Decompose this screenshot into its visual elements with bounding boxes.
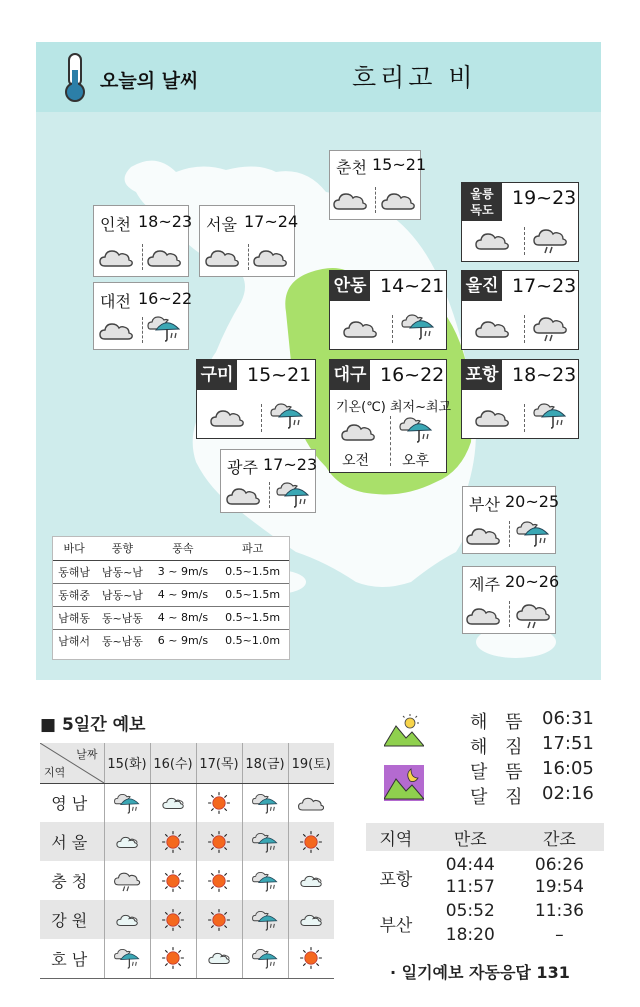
sun-icon <box>205 868 233 894</box>
cloud-icon <box>225 480 261 510</box>
cloud-icon <box>297 790 325 816</box>
sun-icon <box>205 790 233 816</box>
sea-cell: 동~남동 <box>101 611 143 625</box>
divider <box>524 404 525 432</box>
city-temp: 15~21 <box>247 364 312 386</box>
cloud-icon <box>252 242 288 272</box>
sea-row <box>53 606 289 629</box>
city-temp: 17~23 <box>512 275 577 297</box>
cloud-sun-icon <box>297 907 325 933</box>
forecast-region: 강원 <box>40 900 104 939</box>
forecast-corner <box>40 743 104 783</box>
cloud-sun-icon <box>159 790 187 816</box>
sea-cell: 3 ~ 9m/s <box>157 565 209 578</box>
tide-low: – <box>555 925 564 945</box>
cloud-rain-icon <box>515 600 551 630</box>
sun-icon <box>159 907 187 933</box>
tide-high: 04:44 <box>445 855 495 875</box>
divider <box>142 244 143 270</box>
cloud-icon <box>340 416 376 446</box>
cloud-sun-icon <box>113 829 141 855</box>
cloud-icon <box>474 402 510 432</box>
sea-cell: 4 ~ 9m/s <box>157 588 209 601</box>
forecast-region: 영남 <box>51 794 93 814</box>
forecast-day: 19(토) <box>288 743 334 783</box>
umbrella-rain-icon <box>275 479 311 509</box>
city-temp: 20~25 <box>505 492 560 511</box>
sea-conditions-table <box>52 536 290 660</box>
umbrella-rain-icon <box>251 829 279 855</box>
city-temp: 16~22 <box>380 364 445 386</box>
umbrella-rain-icon <box>515 518 551 548</box>
city-name: 제주 <box>469 575 500 594</box>
sun-icon <box>159 868 187 894</box>
sea-header: 바다 <box>63 542 85 556</box>
cloud-sun-icon <box>205 945 233 971</box>
cloud-icon <box>98 242 134 272</box>
sea-row <box>53 629 289 652</box>
sunrise-time: 06:31 <box>542 708 594 729</box>
sea-cell: 동~남동 <box>101 634 143 648</box>
forecast-row <box>40 783 334 822</box>
divider <box>248 244 249 270</box>
forecast-row <box>40 822 334 861</box>
umbrella-rain-icon <box>113 790 141 816</box>
sea-header: 파고 <box>242 542 264 556</box>
city-name: 울릉 독도 <box>462 183 502 221</box>
city-temp: 20~26 <box>505 572 560 591</box>
sea-cell: 남동~남 <box>101 588 143 602</box>
city-name: 광주 <box>227 458 258 477</box>
map-title: 오늘의 날씨 <box>100 70 199 92</box>
tide-row <box>366 851 604 875</box>
forecast-row <box>40 900 334 939</box>
tide-low: 19:54 <box>534 877 584 897</box>
corner-date-label: 날짜 <box>76 748 98 761</box>
cloud-sun-icon <box>297 868 325 894</box>
city-name: 대전 <box>100 292 131 311</box>
cloud-icon <box>209 402 245 432</box>
city-card-pohang <box>461 359 579 439</box>
moonset-label: 달 짐 <box>470 787 529 808</box>
cloud-icon <box>342 313 378 343</box>
tide-high: 11:57 <box>445 877 495 897</box>
sun-icon <box>159 829 187 855</box>
forecast-hotline-note: · 일기예보 자동응답 131 <box>390 963 570 982</box>
cloud-icon <box>474 313 510 343</box>
city-temp: 17~24 <box>244 212 299 231</box>
sea-header-row <box>53 537 289 560</box>
tide-header: 간조 <box>515 823 604 851</box>
city-name: 인천 <box>100 215 131 234</box>
tide-header-row <box>366 823 604 851</box>
sun-icon <box>205 829 233 855</box>
umbrella-rain-icon <box>113 945 141 971</box>
tide-region: 부산 <box>379 915 413 936</box>
forecast-day: 15(화) <box>104 743 150 783</box>
divider <box>375 187 376 213</box>
sea-row <box>53 583 289 606</box>
city-card-andong <box>329 270 447 350</box>
city-card-busan <box>462 486 560 554</box>
sunrise-sunset-icon <box>384 712 424 748</box>
city-temp: 19~23 <box>512 187 577 209</box>
sunset-time: 17:51 <box>542 733 594 754</box>
cloud-icon <box>98 315 134 345</box>
umbrella-rain-icon <box>251 790 279 816</box>
city-name: 대구 <box>330 360 370 390</box>
sun-icon <box>297 829 325 855</box>
sun-icon <box>205 907 233 933</box>
divider <box>390 416 391 466</box>
tide-high: 18:20 <box>445 925 495 945</box>
cloud-icon <box>465 600 501 630</box>
city-card-gumi <box>196 359 316 439</box>
weather-summary: 흐리고 비 <box>352 63 477 92</box>
forecast-row <box>40 939 334 978</box>
umbrella-rain-icon <box>251 868 279 894</box>
umbrella-rain-icon <box>251 945 279 971</box>
cloud-icon <box>474 225 510 255</box>
forecast-table <box>40 743 334 979</box>
forecast-header-row <box>40 743 334 783</box>
legend-am: 오전 <box>342 453 370 469</box>
tide-header: 지역 <box>366 823 426 851</box>
corner-region-label: 지역 <box>44 765 66 779</box>
sea-cell: 0.5~1.5m <box>225 611 281 624</box>
tide-header: 만조 <box>426 823 515 851</box>
city-name: 포항 <box>462 360 502 390</box>
tide-row <box>366 899 604 923</box>
sea-cell: 0.5~1.0m <box>225 634 281 648</box>
moonrise-moonset-icon <box>384 765 424 801</box>
cloud-rain-icon <box>113 868 141 894</box>
forecast-region: 서울 <box>40 822 104 861</box>
forecast-region: 충청 <box>51 872 93 891</box>
sea-cell: 남해서 <box>58 634 91 648</box>
sea-cell: 동해중 <box>58 588 91 602</box>
umbrella-rain-icon <box>532 400 568 430</box>
city-temp: 18~23 <box>138 212 193 231</box>
city-card-ulleung-dokdo <box>461 182 579 262</box>
city-temp: 18~23 <box>512 364 577 386</box>
sea-cell: 남해동 <box>58 611 91 625</box>
moonrise-label: 달 뜸 <box>470 762 529 783</box>
cloud-icon <box>465 520 501 550</box>
cloud-icon <box>204 242 240 272</box>
city-card-chuncheon <box>329 150 427 220</box>
sun-icon <box>297 945 325 971</box>
city-temp: 17~23 <box>263 455 318 474</box>
umbrella-rain-icon <box>251 907 279 933</box>
umbrella-rain-icon <box>146 313 182 343</box>
sea-cell: 0.5~1.5m <box>225 588 281 601</box>
city-name: 구미 <box>197 360 237 390</box>
umbrella-rain-icon <box>398 414 434 444</box>
forecast-region: 호남 <box>40 939 104 978</box>
city-card-daejeon <box>93 282 193 350</box>
sea-header: 풍향 <box>111 542 134 556</box>
sunset-label: 해 짐 <box>470 737 529 758</box>
sea-cell: 0.5~1.5m <box>225 565 281 578</box>
divider <box>142 317 143 343</box>
moonrise-time: 16:05 <box>542 758 594 779</box>
city-card-daegu <box>329 359 452 473</box>
umbrella-rain-icon <box>400 311 436 341</box>
city-name: 서울 <box>206 215 237 234</box>
tide-region: 포항 <box>379 869 413 890</box>
forecast-day: 18(금) <box>242 743 288 783</box>
divider <box>524 227 525 255</box>
city-card-seoul <box>199 205 299 277</box>
moonset-time: 02:16 <box>542 783 594 804</box>
city-name: 안동 <box>330 271 370 301</box>
cloud-sun-icon <box>113 907 141 933</box>
weather-map <box>36 42 601 680</box>
forecast-day: 17(목) <box>196 743 242 783</box>
city-card-uljin <box>461 270 579 350</box>
tide-low: 06:26 <box>534 855 584 875</box>
sea-row <box>53 560 289 583</box>
sea-cell: 4 ~ 8m/s <box>157 611 209 624</box>
divider <box>524 315 525 343</box>
sun-icon <box>159 945 187 971</box>
cloud-icon <box>380 185 416 215</box>
city-name: 춘천 <box>336 158 367 177</box>
cloud-icon <box>332 185 368 215</box>
city-temp: 14~21 <box>380 275 445 297</box>
thermometer-icon <box>60 52 92 104</box>
cloud-rain-icon <box>532 225 568 255</box>
legend-temp: 기온(℃) 최저~최고 <box>336 400 452 415</box>
tide-high: 05:52 <box>445 901 495 921</box>
sea-cell: 6 ~ 9m/s <box>157 634 209 648</box>
tide-low: 11:36 <box>534 901 584 921</box>
divider <box>509 601 510 627</box>
divider <box>261 404 262 432</box>
umbrella-rain-icon <box>269 400 305 430</box>
cloud-icon <box>146 242 182 272</box>
cloud-rain-icon <box>532 313 568 343</box>
city-name: 울진 <box>462 271 502 301</box>
city-card-jeju <box>462 566 560 634</box>
sunrise-label: 해 뜸 <box>470 712 529 733</box>
forecast-day: 16(수) <box>150 743 196 783</box>
city-name: 부산 <box>469 495 500 514</box>
divider <box>269 482 270 508</box>
city-card-incheon <box>93 205 193 277</box>
sea-header: 풍속 <box>172 542 194 556</box>
forecast-title: ■ 5일간 예보 <box>40 715 146 735</box>
sea-cell: 동해남 <box>58 565 91 579</box>
divider <box>392 315 393 343</box>
divider <box>509 521 510 547</box>
city-temp: 15~21 <box>372 155 427 174</box>
city-card-gwangju <box>220 449 316 513</box>
legend-pm: 오후 <box>402 453 430 469</box>
tide-table <box>366 823 604 947</box>
sea-cell: 남동~남 <box>101 565 143 579</box>
forecast-row <box>40 861 334 900</box>
city-temp: 16~22 <box>138 289 193 308</box>
